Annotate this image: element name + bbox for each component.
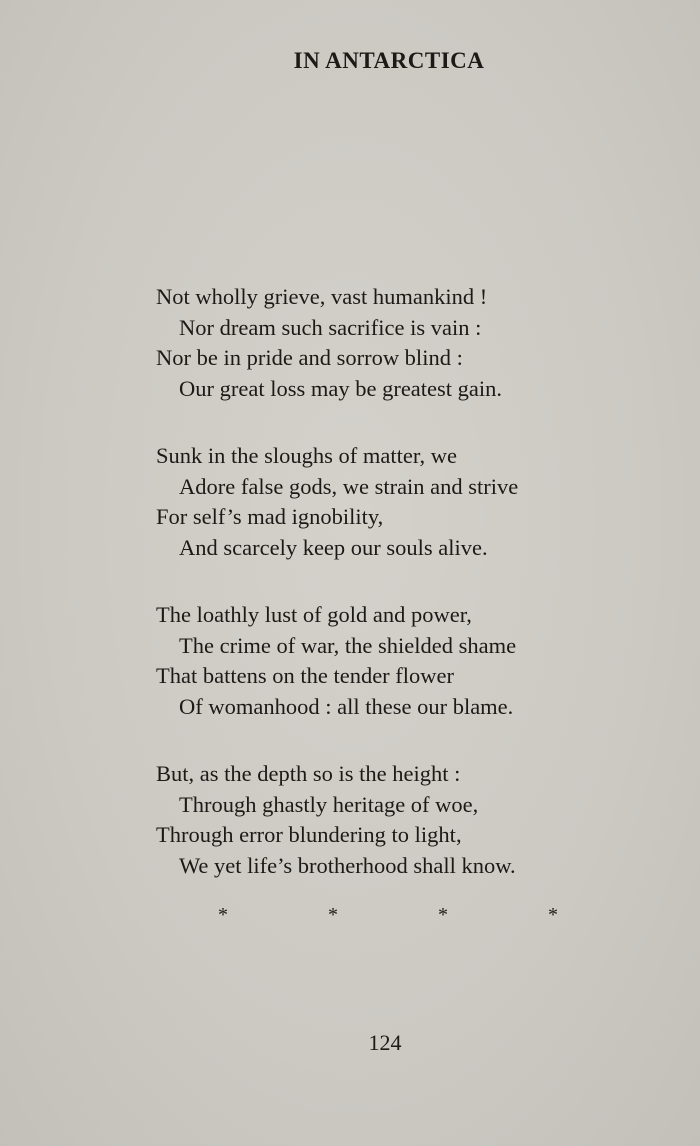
poem bbox=[156, 282, 616, 918]
poem-line: We yet life’s brotherhood shall know. bbox=[179, 852, 516, 878]
asterisk: * bbox=[328, 904, 338, 926]
poem-line: And scarcely keep our souls alive. bbox=[179, 534, 488, 560]
poem-line: Nor dream such sacrifice is vain : bbox=[179, 314, 482, 340]
poem-line: Of womanhood : all these our blame. bbox=[179, 693, 514, 719]
poem-line: Adore false gods, we strain and strive bbox=[179, 473, 519, 499]
stanza-4 bbox=[156, 759, 616, 881]
poem-line: Our great loss may be greatest gain. bbox=[179, 375, 503, 401]
poem-line: But, as the depth so is the height : bbox=[156, 761, 461, 786]
page-number: 124 bbox=[368, 1030, 402, 1055]
stanza-1 bbox=[156, 282, 616, 404]
asterisk: * bbox=[438, 904, 448, 926]
poem-line: Nor be in pride and sorrow blind : bbox=[156, 345, 463, 370]
poem-line: Through error blundering to light, bbox=[156, 822, 462, 847]
poem-line: Through ghastly heritage of woe, bbox=[179, 791, 479, 817]
poem-line: The loathly lust of gold and power, bbox=[156, 602, 472, 627]
poem-line: Sunk in the sloughs of matter, we bbox=[156, 443, 457, 468]
poem-line: Not wholly grieve, vast humankind ! bbox=[156, 284, 488, 309]
stanza-3 bbox=[156, 600, 616, 722]
poem-line: The crime of war, the shielded shame bbox=[179, 632, 517, 658]
running-title: IN ANTARCTICA bbox=[293, 48, 485, 73]
stanza-2 bbox=[156, 441, 616, 563]
asterisk: * bbox=[548, 904, 558, 926]
poem-line: That battens on the tender flower bbox=[156, 663, 455, 688]
asterisk: * bbox=[218, 904, 228, 926]
poem-line: For self’s mad ignobility, bbox=[156, 504, 384, 529]
section-break bbox=[218, 904, 558, 927]
